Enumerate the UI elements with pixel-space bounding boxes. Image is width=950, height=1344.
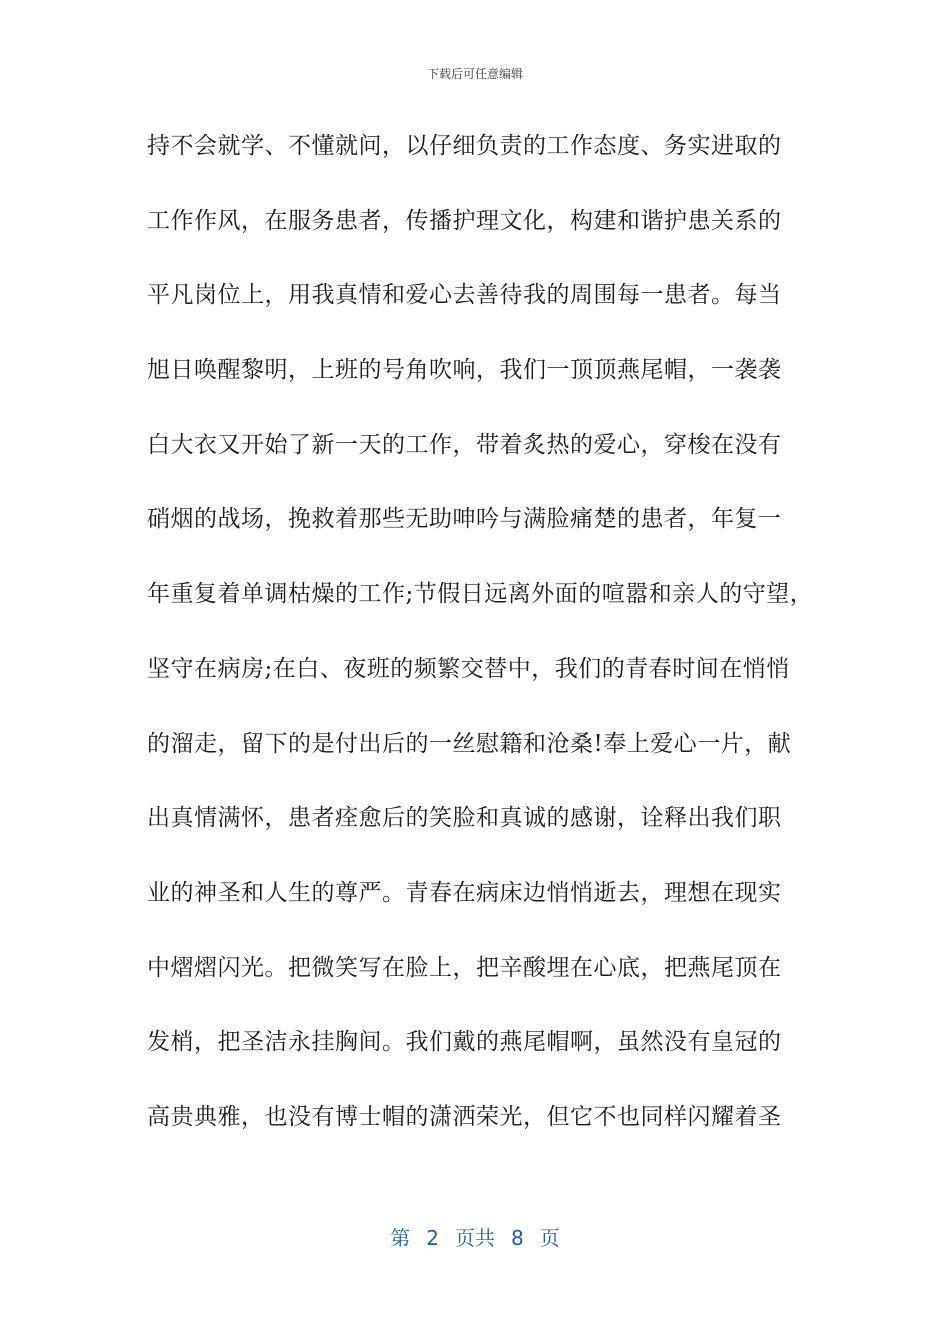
text-line: 年重复着单调枯燥的工作;节假日远离外面的喧嚣和亲人的守望， [147, 581, 814, 608]
text-line: 的溜走，留下的是付出后的一丝慰籍和沧桑!奉上爱心一片，献 [147, 730, 792, 757]
text-line: 持不会就学、不懂就问，以仔细负责的工作态度、务实进取的 [147, 133, 782, 159]
text-line: 发梢，把圣洁永挂胸间。我们戴的燕尾帽啊，虽然没有皇冠的 [147, 1029, 782, 1056]
text-line: 高贵典雅，也没有博士帽的潇洒荣光，但它不也同样闪耀着圣 [147, 1103, 782, 1130]
footer-current-page: 2 [426, 1226, 439, 1250]
text-line: 白大衣又开始了新一天的工作，带着炙热的爱心，穿梭在没有 [147, 431, 782, 458]
footer-end-label: 页 [539, 1226, 560, 1250]
text-line: 中熠熠闪光。把微笑写在脸上，把辛酸埋在心底，把燕尾顶在 [147, 954, 782, 981]
text-line: 出真情满怀，患者痊愈后的笑脸和真诚的感谢，诠释出我们职 [147, 805, 782, 832]
text-line: 工作作风，在服务患者，传播护理文化，构建和谐护患关系的 [147, 207, 782, 234]
page-header: 下载后可任意编辑 [426, 67, 523, 81]
text-line: 平凡岗位上，用我真情和爱心去善待我的周围每一患者。每当 [147, 282, 782, 309]
page-footer [0, 1224, 950, 1252]
text-line: 坚守在病房;在白、夜班的频繁交替中，我们的青春时间在悄悄 [147, 655, 790, 682]
footer-page-label: 第 [390, 1226, 411, 1250]
body-text [147, 124, 827, 1170]
text-line: 旭日唤醒黎明，上班的号角吹响，我们一顶顶燕尾帽，一袭袭 [147, 357, 782, 384]
text-line: 业的神圣和人生的尊严。青春在病床边悄悄逝去，理想在现实 [147, 879, 782, 906]
footer-of-label: 页共 [455, 1226, 495, 1250]
footer-total-pages: 8 [511, 1226, 524, 1250]
text-line: 硝烟的战场，挽救着那些无助呻吟与满脸痛楚的患者，年复一 [147, 506, 782, 533]
